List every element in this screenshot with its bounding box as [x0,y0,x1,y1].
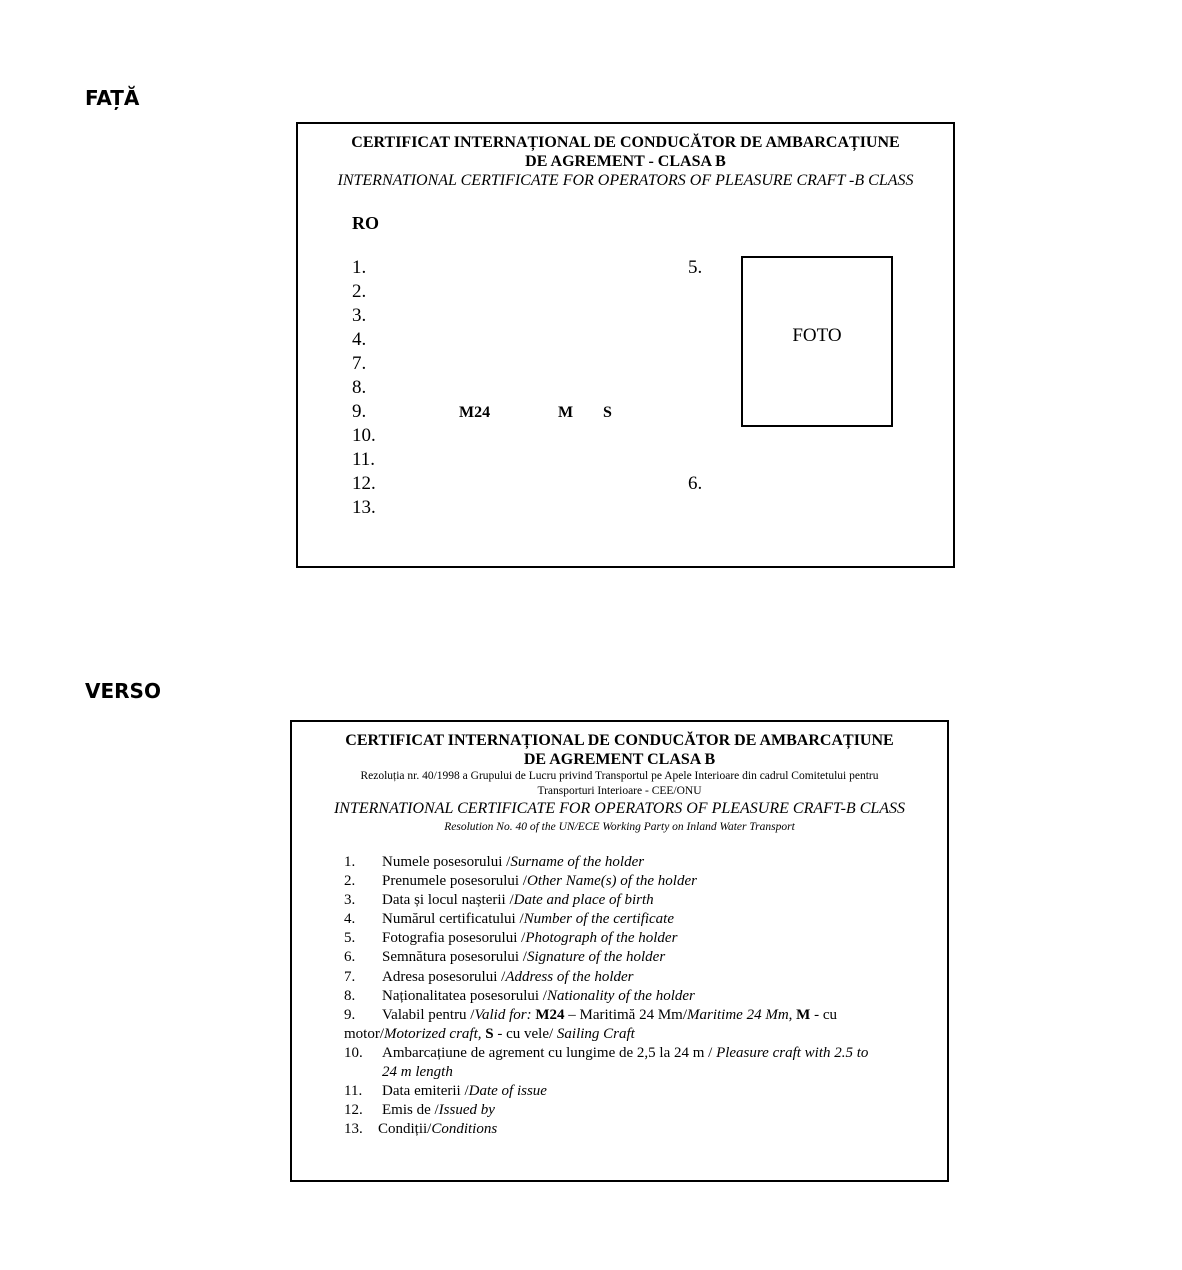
legend-text: Ambarcațiune de agrement cu lungime de 2,5 la 24 m / Pleasure craft with 2.5 to [382,1044,869,1061]
legend-text: Semnătura posesorului /Signature of the holder [382,949,666,966]
legend-text: Prenumele posesorului /Other Name(s) of the holder [382,873,697,890]
legend-number: 6. [344,949,356,966]
resolution-en: Resolution No. 40 of the UN/ECE Working Party on Inland Water Transport [444,821,795,833]
category-s: S [603,404,612,421]
field-number-8: 8. [352,377,367,398]
front-section-label: FAȚĂ [85,86,140,110]
field-number-5: 5. [688,257,703,278]
category-m: M [558,404,574,421]
legend-number: 2. [344,873,356,890]
legend-item [292,1083,947,1102]
field-number-10: 10. [352,425,376,446]
resolution-ro-line1: Rezoluția nr. 40/1998 a Grupului de Lucru privind Transportul pe Apele Interioare din cadrul Comitetului pentru [360,770,879,782]
legend-number: 3. [344,892,356,909]
legend-number: 1. [344,854,356,870]
legend-item-9-continued [292,1026,947,1045]
legend-text: Valabil pentru /Valid for: M24 – Maritimă 24 Mm/Maritime 24 Mm, M - cu [382,1006,837,1023]
legend-item [292,1121,947,1140]
field-number-3: 3. [352,305,367,326]
legend-text: Condiții/Conditions [378,1121,498,1138]
legend-item-10-continued [292,1064,947,1083]
field-number-2: 2. [352,281,367,302]
field-number-6: 6. [688,473,703,494]
field-number-9: 9. [352,401,367,422]
back-title-line2: DE AGREMENT CLASA B [523,751,716,768]
resolution-ro-line2: Transporturi Interioare - CEE/ONU [537,785,702,797]
back-title-line1: CERTIFICAT INTERNAȚIONAL DE CONDUCĂTOR DE AMBARCAȚIUNE [345,732,894,749]
legend-text: Emis de /Issued by [382,1102,495,1119]
front-card [296,122,955,568]
field-number-7: 7. [352,353,367,374]
legend-number: 8. [344,987,356,1004]
legend-text: Adresa posesorului /Address of the holder [382,968,634,985]
legend-text: 24 m length [382,1064,453,1081]
back-subtitle: INTERNATIONAL CERTIFICATE FOR OPERATORS OF PLEASURE CRAFT-B CLASS [333,800,906,817]
field-number-4: 4. [352,329,367,350]
category-m24: M24 [459,404,491,421]
legend-number: 4. [344,911,356,928]
legend-item [292,930,947,949]
legend-item [292,892,947,911]
front-subtitle: INTERNATIONAL CERTIFICATE FOR OPERATORS OF PLEASURE CRAFT -B CLASS [337,172,914,189]
legend-item [292,911,947,930]
legend-number: 5. [344,930,356,947]
legend-list [292,854,947,1140]
legend-number: 10. [344,1044,363,1061]
field-number-13: 13. [352,497,376,518]
front-title-line1: CERTIFICAT INTERNAȚIONAL DE CONDUCĂTOR DE AMBARCAȚIUNE [351,134,900,151]
photo-label: FOTO [792,325,842,346]
legend-number: 13. [344,1121,363,1138]
legend-text: Naționalitatea posesorului /Nationality of the holder [382,987,695,1004]
field-number-11: 11. [352,449,376,470]
legend-number: 12. [344,1102,363,1119]
legend-text: Numărul certificatului /Number of the certificate [382,911,675,928]
legend-text: motor/Motorized craft, S - cu vele/ Sailing Craft [344,1025,635,1042]
legend-item [292,969,947,988]
legend-number: 11. [344,1083,363,1100]
back-card [290,720,949,1182]
legend-item [292,988,947,1007]
field-number-12: 12. [352,473,376,494]
photo-box [741,256,893,427]
legend-text: Data emiterii /Date of issue [382,1083,547,1100]
legend-item [292,873,947,892]
front-title-line2: DE AGREMENT - CLASA B [525,153,726,170]
legend-item-10 [292,1045,947,1064]
legend-text: Numele posesorului /Surname of the holder [382,854,645,870]
country-code: RO [352,213,379,233]
legend-item-9 [292,1007,947,1026]
legend-text: Data și locul nașterii /Date and place of birth [382,892,654,909]
back-section-label: VERSO [85,679,161,703]
legend-item [292,854,947,873]
legend-number: 7. [344,968,356,985]
legend-text: Fotografia posesorului /Photograph of the holder [382,930,678,947]
legend-item [292,949,947,968]
legend-item [292,1102,947,1121]
field-number-1: 1. [352,257,367,278]
legend-number: 9. [344,1006,356,1023]
